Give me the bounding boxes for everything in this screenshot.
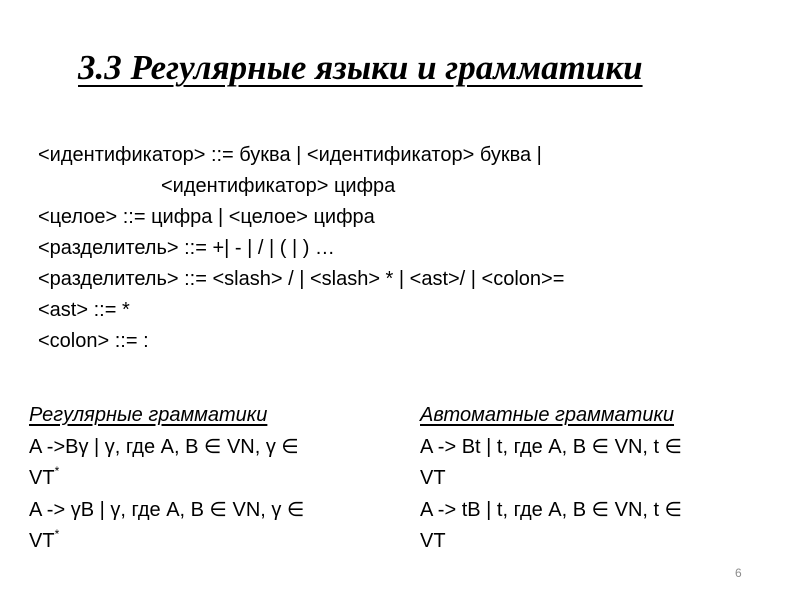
regular-vt-label-1: VT	[29, 467, 55, 489]
regular-rule-left-linear: A -> γB | γ, где A, B ∈ VN, γ ∈	[29, 498, 305, 521]
regular-rule-left-linear-cont	[29, 526, 379, 558]
regular-rule-right-linear: A ->Bγ | γ, где A, B ∈ VN, γ ∈	[29, 435, 299, 458]
rule-separator-simple: <разделитель> ::= +| - | / | ( | ) …	[38, 237, 335, 259]
kleene-star-2: *	[54, 527, 60, 541]
rule-ast: <ast> ::= *	[38, 299, 130, 321]
regular-vt-label-2: VT	[29, 530, 55, 552]
regular-rule-right-linear-cont	[29, 463, 379, 495]
page-number: 6	[735, 566, 742, 580]
regular-grammars-heading: Регулярные грамматики	[29, 404, 268, 426]
automaton-rule-2-cont: VT	[420, 530, 446, 552]
rule-identifier-continuation: <идентификатор> цифра	[161, 175, 396, 197]
slide-title: 3.3 Регулярные языки и грамматики	[78, 48, 643, 87]
kleene-star-1: *	[54, 464, 60, 478]
automaton-grammars-column	[420, 400, 765, 558]
rule-identifier: <идентификатор> ::= буква | <идентификатор> буква |	[38, 144, 542, 166]
automaton-rule-1: A -> Bt | t, где A, B ∈ VN, t ∈	[420, 435, 683, 458]
automaton-rule-1-cont: VT	[420, 467, 446, 489]
rule-separator-compound: <разделитель> ::= <slash> / | <slash> * | <ast>/ | <colon>=	[38, 268, 565, 290]
automaton-grammars-heading: Автоматные грамматики	[420, 404, 675, 426]
rule-integer: <целое> ::= цифра | <целое> цифра	[38, 206, 375, 228]
rule-colon: <colon> ::= :	[38, 330, 149, 352]
regular-grammars-column	[29, 400, 379, 558]
automaton-rule-2: A -> tB | t, где A, B ∈ VN, t ∈	[420, 498, 683, 521]
grammar-rules	[38, 140, 778, 357]
